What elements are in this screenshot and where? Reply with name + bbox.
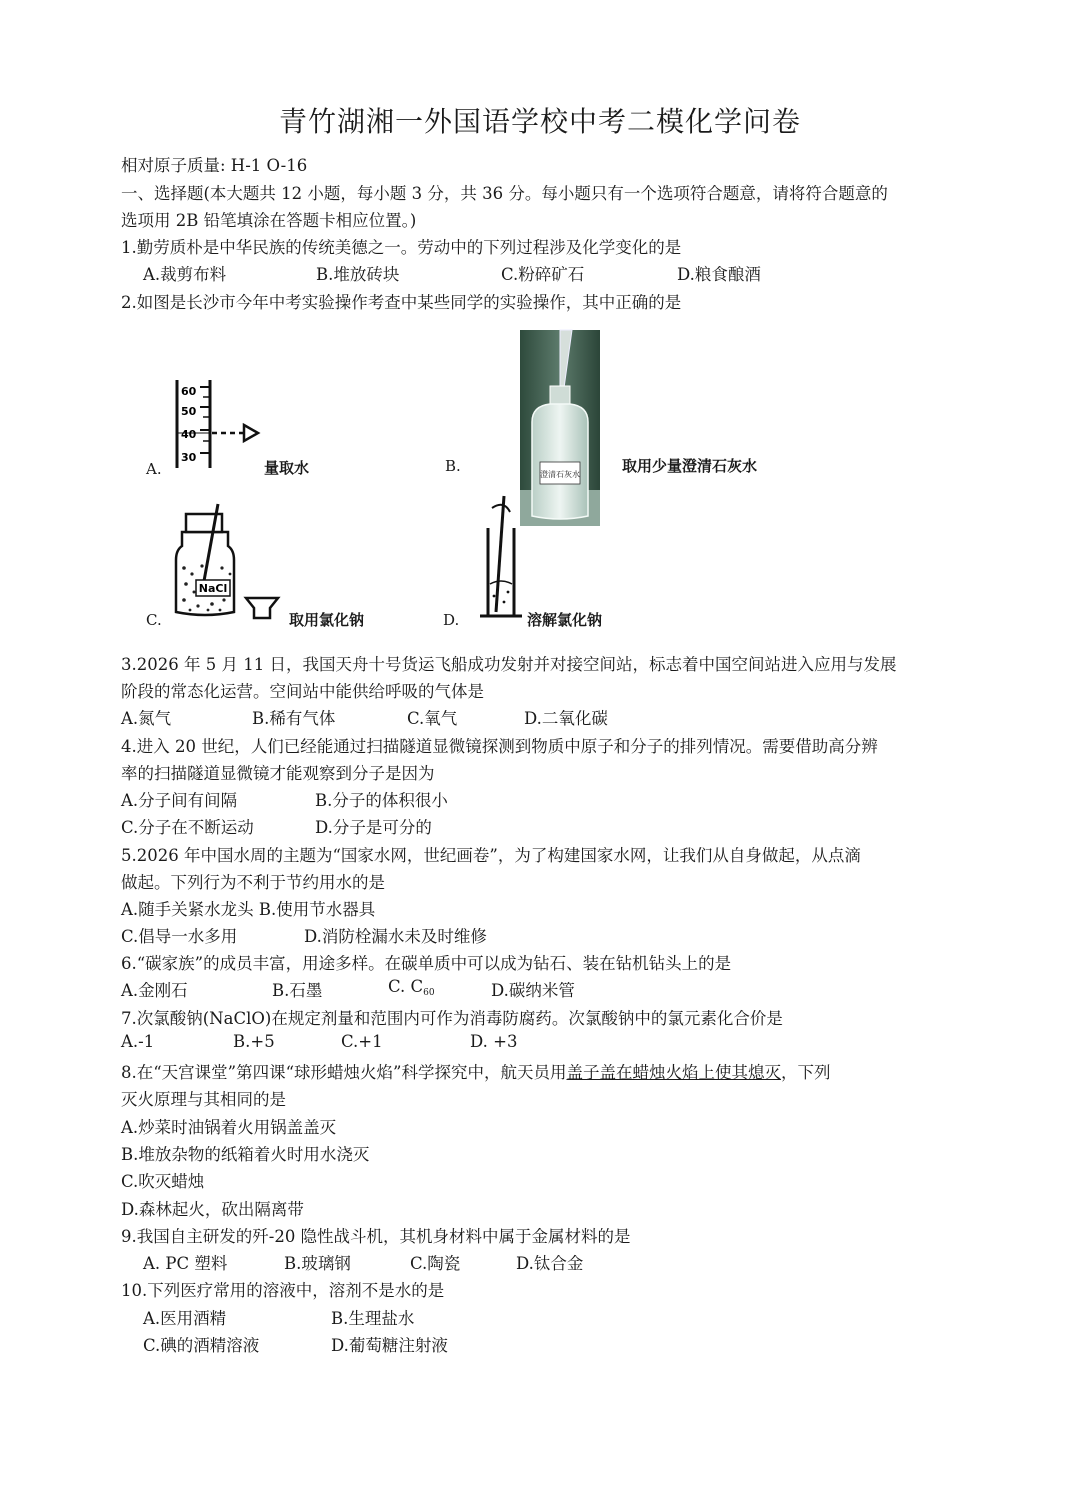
q1-option-c: C.粉碎矿石 (501, 265, 585, 284)
atomic-mass-line: 相对原子质量: H-1 O-16 (121, 156, 308, 175)
q3-option-b: B.稀有气体 (252, 709, 336, 728)
q5-option-c: C.倡导一水多用 (121, 927, 238, 946)
q3-option-a: A.氮气 (121, 709, 172, 728)
page-title: 青竹湖湘一外国语学校中考二模化学问卷 (278, 105, 801, 138)
q6-option-c (388, 977, 435, 998)
q4-option-a: A.分子间有间隔 (121, 791, 238, 810)
q7-option-c: C.+1 (341, 1032, 383, 1051)
q4-option-d: D.分子是可分的 (315, 818, 432, 837)
q9-option-d: D.钛合金 (516, 1254, 584, 1273)
fig-c-caption: 取用氯化钠 (289, 611, 365, 629)
q6-option-a: A.金刚石 (121, 981, 188, 1000)
q7-option-a: A.-1 (121, 1032, 155, 1051)
q5-options-a-b: A.随手关紧水龙头 B.使用节水器具 (121, 900, 376, 919)
q6-option-b: B.石墨 (272, 981, 323, 1000)
fig-b-label: B. (445, 457, 461, 475)
q10-stem: 10.下列医疗常用的溶液中，溶剂不是水的是 (121, 1281, 445, 1300)
jar-label: NaCl (198, 582, 228, 595)
tick-label-60: 60 (181, 385, 197, 398)
fig-a-label: A. (146, 460, 162, 478)
q9-option-c: C.陶瓷 (410, 1254, 461, 1273)
q6-option-d: D.碳纳米管 (491, 981, 575, 1000)
tick-label-50: 50 (181, 405, 197, 418)
q3-option-d: D.二氧化碳 (524, 709, 608, 728)
q4-option-c: C.分子在不断运动 (121, 818, 254, 837)
q4-stem-line-1: 4.进入 20 世纪，人们已经能通过扫描隧道显微镜探测到物质中原子和分子的排列情况。需要借助高分辨 (121, 737, 878, 756)
tick-label-40: 40 (181, 428, 197, 441)
tick-label-30: 30 (181, 451, 197, 464)
bottle-label: 澄清石灰水 (540, 470, 580, 479)
q10-option-a: A.医用酒精 (143, 1309, 227, 1328)
q3-option-c: C.氧气 (407, 709, 458, 728)
section-instructions-line-1: 一、选择题(本大题共 12 小题，每小题 3 分，共 36 分。每小题只有一个选项符合题意，请将符合题意的 (121, 184, 888, 203)
q3-stem-line-2: 阶段的常态化运营。空间站中能供给呼吸的气体是 (121, 682, 484, 701)
q8-option-c: C.吹灭蜡烛 (121, 1172, 205, 1191)
q8-stem-line-1 (121, 1059, 830, 1083)
q8-option-a: A.炒菜时油锅着火用锅盖盖灭 (121, 1118, 337, 1137)
q1-option-a: A.裁剪布料 (143, 265, 227, 284)
graduated-cylinder-icon (170, 375, 270, 475)
q1-stem: 1.勤劳质朴是中华民族的传统美德之一。劳动中的下列过程涉及化学变化的是 (121, 238, 682, 257)
fig-c-label: C. (146, 611, 162, 629)
section-instructions-line-2: 选项用 2B 铅笔填涂在答题卡相应位置。) (121, 211, 417, 230)
q9-option-b: B.玻璃钢 (284, 1254, 351, 1273)
fig-d-label: D. (443, 611, 460, 629)
q8-stem-suffix: ，下列 (780, 1063, 831, 1082)
fig-b-caption: 取用少量澄清石灰水 (622, 457, 758, 475)
q8-stem-underlined: 盖子盖在蜡烛火焰上使其熄灭 (566, 1063, 781, 1082)
q9-stem: 9.我国自主研发的歼-20 隐性战斗机，其机身材料中属于金属材料的是 (121, 1227, 631, 1246)
q5-stem-line-1: 5.2026 年中国水周的主题为“国家水网，世纪画卷”，为了构建国家水网，让我们从自身做起，从点滴 (121, 846, 861, 865)
q4-option-b: B.分子的体积很小 (315, 791, 448, 810)
q6-option-c-subscript: 60 (423, 988, 435, 998)
q7-stem: 7.次氯酸钠(NaClO)在规定剂量和范围内可作为消毒防腐药。次氯酸钠中的氯元素化合价是 (121, 1009, 783, 1028)
fig-a-caption: 量取水 (264, 459, 310, 477)
q4-stem-line-2: 率的扫描隧道显微镜才能观察到分子是因为 (121, 764, 435, 783)
test-tube-stir-icon (474, 492, 534, 622)
q10-option-c: C.碘的酒精溶液 (143, 1336, 260, 1355)
q1-option-d: D.粮食酿酒 (677, 265, 761, 284)
q10-option-d: D.葡萄糖注射液 (331, 1336, 448, 1355)
salt-jar-icon (172, 502, 292, 622)
q2-stem: 2.如图是长沙市今年中考实验操作考查中某些同学的实验操作，其中正确的是 (121, 293, 682, 312)
q5-stem-line-2: 做起。下列行为不利于节约用水的是 (121, 873, 385, 892)
q6-stem: 6.“碳家族”的成员丰富，用途多样。在碳单质中可以成为钻石、装在钻机钻头上的是 (121, 954, 732, 973)
q8-stem-line-2: 灭火原理与其相同的是 (121, 1090, 286, 1109)
q5-option-d: D.消防栓漏水未及时维修 (304, 927, 487, 946)
q9-option-a: A. PC 塑料 (143, 1254, 228, 1273)
fig-d-caption: 溶解氯化钠 (527, 611, 603, 629)
q7-option-d: D. +3 (470, 1032, 518, 1051)
q7-option-b: B.+5 (233, 1032, 275, 1051)
q10-option-b: B.生理盐水 (331, 1309, 415, 1328)
q8-stem-prefix: 8.在“天宫课堂”第四课“球形蜡烛火焰”科学探究中，航天员用 (121, 1063, 567, 1082)
q8-option-b: B.堆放杂物的纸箱着火时用水浇灭 (121, 1145, 370, 1164)
q1-option-b: B.堆放砖块 (316, 265, 400, 284)
q8-option-d: D.森林起火，砍出隔离带 (121, 1200, 304, 1219)
q3-stem-line-1: 3.2026 年 5 月 11 日，我国天舟十号货运飞船成功发射并对接空间站，标志着中国空间站进入应用与发展 (121, 655, 897, 674)
q6-option-c-text: C. C (388, 977, 424, 996)
